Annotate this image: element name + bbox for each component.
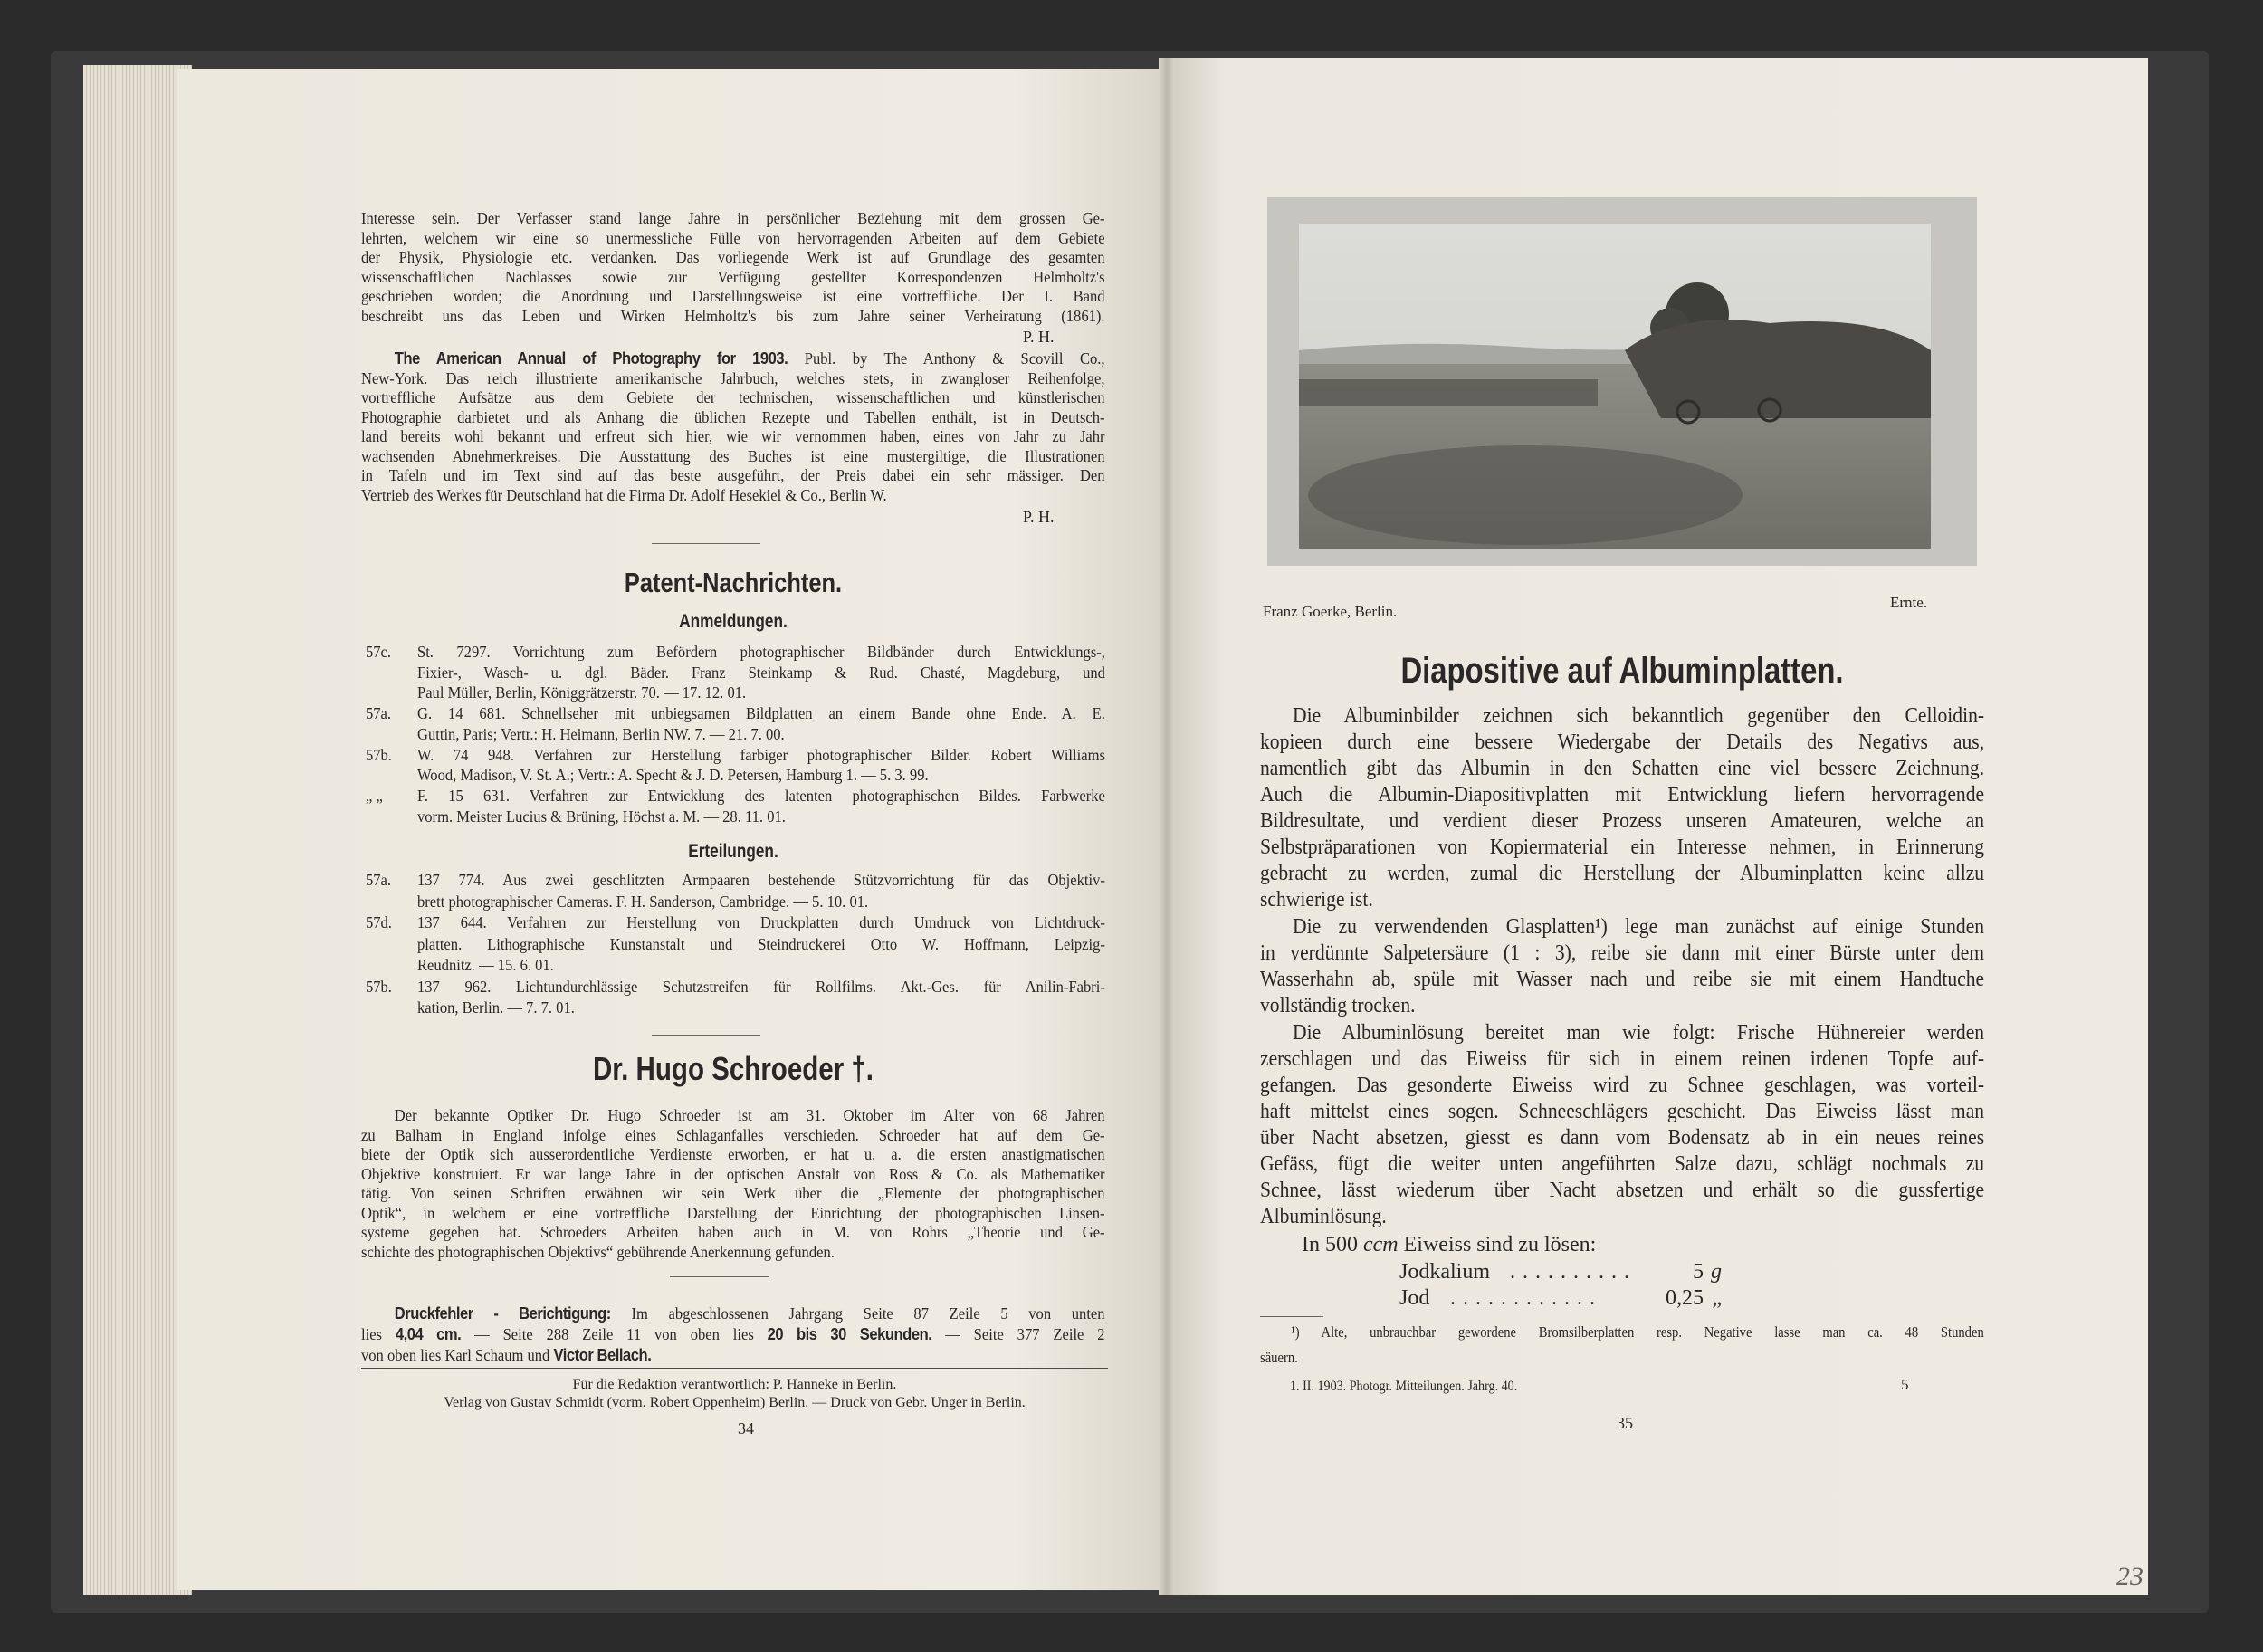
text: Gefäss, fügt die weiter unten angeführten Salze dazu, schlägt nochmals zu <box>1260 1152 1985 1176</box>
applications-list <box>365 642 1165 826</box>
text: G. 14 681. Schnellseher mit unbiegsamen Bildplatten an einem Bande ohne Ende. A. E. <box>417 704 1105 723</box>
text: 137 774. Aus zwei geschlitzten Armpaaren bestehende Stützvorrichtung für das Objektiv- <box>417 871 1105 889</box>
bold-text: 20 bis 30 Sekunden. <box>767 1325 932 1343</box>
text: wissenschaftlichen Nachlasses sowie zur Verfügung gestellter Korrespondenzen Helmholtz's <box>361 267 1105 286</box>
text: F. 15 631. Verfahren zur Entwicklung des latenten photographischen Bildes. Farbwerke <box>417 786 1105 805</box>
text-line <box>417 892 1105 913</box>
text-line <box>361 1303 1105 1324</box>
obituary-text <box>361 1106 1170 1262</box>
text: über Nacht absetzen, giesst es dann vom Bodensatz ab in ein neues reines <box>1260 1126 1985 1150</box>
article-paragraph <box>1260 703 2065 913</box>
patent-news-title: Patent-Nachrichten. <box>624 567 843 598</box>
text: Reudnitz. — 15. 6. 01. <box>417 956 554 974</box>
bold-text: Druckfehler - Berichtigung: <box>394 1304 611 1323</box>
text: W. 74 948. Verfahren zur Herstellung farbiger photographischer Bilder. Robert Williams <box>417 745 1105 764</box>
ingredient-name: Jod <box>1399 1286 1430 1310</box>
article-paragraph <box>1260 914 2065 1019</box>
double-rule <box>361 1368 1108 1370</box>
text: Publ. by The Anthony & Scovill Co., <box>788 349 1105 368</box>
patent-entry <box>365 786 1105 826</box>
text: vorm. Meister Lucius & Brüning, Höchst a. M. — 28. 11. 01. <box>417 807 786 826</box>
text-line <box>1260 941 1984 967</box>
text: geschrieben worden; die Anordnung und Darstellungsweise ist eine vortreffliche. Der I. Band <box>361 287 1105 305</box>
page-number-right: 35 <box>1617 1414 1633 1432</box>
text: 137 962. Lichtundurchlässige Schutzstreifen für Rollfilms. Akt.-Ges. für Anilin-Fabri- <box>417 977 1105 996</box>
text-line <box>1260 861 1984 887</box>
recipe-item <box>1399 1259 1725 1285</box>
text-line <box>361 1324 1105 1345</box>
grants-heading: Erteilungen. <box>688 841 778 862</box>
text: kopieen durch eine bessere Wiedergabe der Details des Negativs aus, <box>1260 731 1985 754</box>
recipe-unit: ccm <box>1363 1233 1399 1256</box>
text: der Physik, Physiologie etc. verdanken. Das vorliegende Werk ist auf Grundlage des gesamten <box>361 248 1105 266</box>
patent-class: 57a. <box>365 871 392 889</box>
section-divider <box>670 1276 769 1277</box>
photo-credit: Franz Goerke, Berlin. <box>1263 603 1398 620</box>
ingredient-name: Jodkalium <box>1399 1260 1490 1284</box>
text: kation, Berlin. — 7. 7. 01. <box>417 998 575 1017</box>
text-line <box>417 683 1105 703</box>
grants-list <box>365 870 1165 1019</box>
text: Die zu verwendenden Glasplatten¹) lege man zunächst auf einige Stunden <box>1293 915 1985 939</box>
text-line <box>417 765 1105 786</box>
review-signature: P. H. <box>1023 328 1055 346</box>
text: St. 7297. Vorrichtung zum Befördern photographischer Bildbänder durch Entwicklungs-, <box>417 643 1105 661</box>
text-line <box>417 955 1105 977</box>
patent-entry <box>365 977 1105 1019</box>
footnote-line: säuern. <box>1260 1349 1298 1366</box>
review-helmholtz <box>361 209 1170 326</box>
text: Die Albuminlösung bereitet man wie folgt: Frische Hühnereier werden <box>1293 1021 1985 1045</box>
footnote <box>1260 1320 2102 1370</box>
imprint <box>361 1376 1108 1412</box>
page-number-left: 34 <box>738 1419 754 1437</box>
leader-dots: . . . . . . . . . . . . <box>1450 1286 1596 1310</box>
text-line <box>1260 1178 1984 1204</box>
text: in Tafeln und im Text sind auf das beste ausgeführt, der Preis dabei ein sehr mässiger. Den <box>361 466 1105 484</box>
text: in verdünnte Salpetersäure (1 : 3), reibe sie dann mit einer Bürste unter dem <box>1260 941 1985 965</box>
text-line <box>361 1345 1105 1366</box>
text-line <box>1260 887 1984 913</box>
handwritten-folio-number: 23 <box>2116 1561 2144 1591</box>
signature-line: 1. II. 1903. Photogr. Mitteilungen. Jahrg. 40. <box>1290 1379 1518 1394</box>
text: land bereits wohl bekannt und erfreut sich hier, wie wir vernommen haben, eines von Jahr zu Jahr <box>361 427 1105 445</box>
text-line <box>1260 703 1984 730</box>
text-line <box>417 703 1105 724</box>
article-title: Diapositive auf Albuminplatten. <box>1400 651 1844 691</box>
patent-entry <box>365 912 1105 977</box>
text: haft mittelst eines sogen. Schneeschlägers geschieht. Das Eiweiss lässt man <box>1260 1100 1985 1123</box>
erratum <box>361 1303 1170 1366</box>
review-american-annual <box>361 349 1170 505</box>
text: Auch die Albumin-Diapositivplatten mit Entwicklung liefern hervorragende <box>1260 783 1985 807</box>
recipe-intro-text: Eiweiss sind zu lösen: <box>1398 1233 1597 1256</box>
text: Selbstpräparationen von Kopiermaterial ein Interesse nehmen, in Erinnerung <box>1260 836 1985 859</box>
text: biete der Optik sich ausserordentliche Verdienste erworben, er hat u. a. die ersten anastigmatischen <box>361 1145 1105 1163</box>
article-paragraph <box>1260 1020 2065 1230</box>
text-line <box>361 248 1105 268</box>
text: Fixier-, Wasch- u. dgl. Bäder. Franz Steinkamp & Rud. Chasté, Magdeburg, und <box>417 663 1105 682</box>
text: Der bekannte Optiker Dr. Hugo Schroeder ist am 31. Oktober im Alter von 68 Jahren <box>394 1106 1105 1124</box>
text-line <box>361 1184 1105 1204</box>
text: New-York. Das reich illustrierte amerikanische Jahrbuch, welches stets, in zwangloser Reihenfolge, <box>361 368 1105 387</box>
text: lies <box>361 1325 396 1343</box>
text: Interesse sein. Der Verfasser stand lange Jahre in persönlicher Beziehung mit dem grossen Ge- <box>361 209 1105 227</box>
text-line <box>1260 993 1984 1019</box>
text: zerschlagen und das Eiweiss für sich in einem reinen irdenen Topfe auf- <box>1260 1047 1985 1071</box>
text: wachsenden Abnehmerkreises. Die Ausstattung des Buches ist eine mustergiltige, die Illustrationen <box>361 446 1105 465</box>
bold-text: The American Annual of Photography for 1903. <box>394 349 788 368</box>
text-line <box>1260 1046 1984 1073</box>
ingredient-amount: 5 <box>1693 1260 1704 1284</box>
text-line <box>361 486 1105 506</box>
text-line <box>361 1145 1105 1165</box>
text-line <box>361 1204 1105 1224</box>
text-line <box>1260 835 1984 861</box>
text: Bildresultate, und verdient dieser Prozess unseren Amateuren, welche an <box>1260 809 1985 833</box>
imprint-line: Verlag von Gustav Schmidt (vorm. Robert Oppenheim) Berlin. — Druck von Gebr. Unger in Berlin. <box>444 1395 1026 1410</box>
text-line <box>417 642 1105 663</box>
text: schwierige ist. <box>1260 888 1373 912</box>
text: tätig. Von seinen Schriften erwähnen wir sein Werk über die „Elemente der photographischen <box>361 1184 1105 1202</box>
text-line <box>361 1126 1105 1146</box>
text-line <box>361 229 1105 249</box>
text: Optik“, in welchem er eine vortreffliche Darstellung der Einrichtung der photographischen Linsen- <box>361 1203 1105 1222</box>
text-line <box>1260 967 1984 993</box>
text: Im abgeschlossenen Jahrgang Seite 87 Zeile 5 von unten <box>610 1304 1105 1323</box>
text: gefangen. Das gesonderte Eiweiss wird zu Schnee geschlagen, was vorteil- <box>1260 1074 1985 1097</box>
text: von oben lies Karl Schaum und <box>361 1346 554 1364</box>
text-line <box>417 663 1105 683</box>
text-line <box>361 427 1105 447</box>
text-line <box>361 287 1105 307</box>
text-line <box>361 1106 1105 1126</box>
patent-entry <box>365 870 1105 912</box>
photo-mount <box>1267 197 1977 566</box>
text: lehrten, welchem wir eine so unermessliche Fülle von hervorragenden Arbeiten auf dem Gebiete <box>361 228 1105 247</box>
patent-class: 57c. <box>365 643 392 661</box>
ingredient-unit: „ <box>1712 1286 1722 1310</box>
text: Wasserhahn ab, spüle mit Wasser nach und reibe sie mit einem Handtuche <box>1260 968 1985 991</box>
patent-class: 57b. <box>365 745 392 764</box>
patent-entry <box>365 745 1105 786</box>
review-signature: P. H. <box>1023 508 1055 526</box>
text-line <box>417 786 1105 807</box>
text-line <box>1260 1125 1984 1151</box>
text: namentlich gibt das Albumin in den Schatten eine viel bessere Zeichnung. <box>1260 757 1985 780</box>
text-line <box>417 998 1105 1019</box>
text-line <box>1260 730 1984 756</box>
patent-class: 57b. <box>365 977 392 996</box>
text-line <box>417 745 1105 766</box>
text-line <box>1260 808 1984 835</box>
text-line <box>1260 1151 1984 1178</box>
text-line <box>361 268 1105 288</box>
text-line <box>361 369 1105 389</box>
text: brett photographischer Cameras. F. H. Sanderson, Cambridge. — 5. 10. 01. <box>417 892 869 911</box>
text: Vertrieb des Werkes für Deutschland hat die Firma Dr. Adolf Hesekiel & Co., Berlin W. <box>361 485 887 504</box>
patent-entry <box>365 703 1105 744</box>
text-line <box>1260 1204 1984 1230</box>
text-line <box>361 388 1105 408</box>
text: Objektive konstruiert. Er war lange Jahre in der optischen Anstalt von Ross & Co. als Mathematiker <box>361 1164 1105 1183</box>
text: — Seite 377 Zeile 2 <box>931 1325 1105 1343</box>
ingredient-unit: g <box>1711 1260 1722 1284</box>
text-line <box>1260 782 1984 808</box>
patent-entry <box>365 642 1105 703</box>
text-line <box>361 1243 1105 1263</box>
text-line <box>417 912 1105 934</box>
footnote-line: ¹) Alte, unbrauchbar gewordene Bromsilberplatten resp. Negative lasse man ca. 48 Stunden <box>1291 1323 1984 1341</box>
text-line <box>1260 1020 1984 1046</box>
text-line <box>417 724 1105 745</box>
text-line <box>361 349 1105 369</box>
obituary-title: Dr. Hugo Schroeder †. <box>592 1050 874 1087</box>
imprint-line: Für die Redaktion verantwortlich: P. Hanneke in Berlin. <box>572 1377 897 1392</box>
text: Photographie darbietet und als Anhang die üblichen Rezepte und Tabellen enthält, ist in Deutsch- <box>361 407 1105 426</box>
text: beschreibt uns das Leben und Wirken Helmholtz's bis zum Jahre seiner Verheiratung (1861). <box>361 306 1105 325</box>
text: Albuminlösung. <box>1260 1205 1387 1228</box>
recipe-intro <box>1302 1232 1596 1258</box>
text-line <box>361 408 1105 428</box>
text-line <box>361 1223 1105 1243</box>
text-line <box>417 870 1105 892</box>
applications-heading: Anmeldungen. <box>679 611 788 632</box>
text: Schnee, lässt wiederum über Nacht absetzen und erhält so die gussfertige <box>1260 1179 1985 1202</box>
text: platten. Lithographische Kunstanstalt und Steindruckerei Otto W. Hoffmann, Leipzig- <box>417 934 1105 953</box>
signature-mark: 5 <box>1901 1376 1909 1393</box>
text-line <box>417 807 1105 827</box>
text: Die Albuminbilder zeichnen sich bekanntlich gegenüber den Celloidin- <box>1293 704 1985 728</box>
recipe-item <box>1399 1285 1725 1312</box>
text: — Seite 288 Zeile 11 von oben lies <box>461 1325 768 1343</box>
text-line <box>1260 914 1984 941</box>
text-line <box>1260 1073 1984 1099</box>
section-divider <box>652 1035 760 1036</box>
text-line <box>361 209 1105 229</box>
text: Paul Müller, Berlin, Königgrätzerstr. 70. — 17. 12. 01. <box>417 683 747 702</box>
leader-dots: . . . . . . . . . . <box>1510 1260 1630 1284</box>
text-line <box>361 307 1105 327</box>
recipe-intro-text: In 500 <box>1302 1233 1363 1256</box>
photo-title: Ernte. <box>1890 594 1928 611</box>
bold-text: Victor Bellach. <box>553 1346 652 1364</box>
text-line <box>1260 1099 1984 1125</box>
text-line <box>1260 756 1984 782</box>
ingredient-amount: 0,25 <box>1666 1286 1704 1310</box>
text: 137 644. Verfahren zur Herstellung von Druckplatten durch Umdruck von Lichtdruck- <box>417 913 1105 931</box>
footnote-rule <box>1260 1316 1323 1317</box>
patent-class: 57a. <box>365 704 392 723</box>
text: schichte des photographischen Objektivs“ gebührende Anerkennung gefunden. <box>361 1242 835 1261</box>
bold-text: 4,04 cm. <box>395 1325 462 1343</box>
text-line <box>361 466 1105 486</box>
text-line <box>361 1165 1105 1185</box>
text: Wood, Madison, V. St. A.; Vertr.: A. Specht & J. D. Petersen, Hamburg 1. — 5. 3. 99. <box>417 766 929 785</box>
patent-class: 57d. <box>365 913 392 931</box>
text: systeme gegeben hat. Schroeders Arbeiten haben auch in M. von Rohrs „Theorie und Ge- <box>361 1223 1105 1241</box>
text: zu Balham in England infolge eines Schlaganfalles verschieden. Schroeder hat auf dem Ge- <box>361 1125 1105 1144</box>
section-divider <box>652 543 760 544</box>
text: Guttin, Paris; Vertr.: H. Heimann, Berlin NW. 7. — 21. 7. 00. <box>417 724 785 743</box>
text-line <box>361 447 1105 467</box>
text-line <box>417 977 1105 998</box>
text: gebracht zu werden, zumal die Herstellung der Albuminplatten keine allzu <box>1260 862 1985 885</box>
patent-class: „ „ <box>365 786 383 805</box>
harvest-photograph <box>1299 224 1931 549</box>
text-line <box>417 934 1105 956</box>
text: vortreffliche Aufsätze aus dem Gebiete der technischen, wissenschaftlichen und künstlerischen <box>361 388 1105 406</box>
text: vollständig trocken. <box>1260 994 1416 1017</box>
